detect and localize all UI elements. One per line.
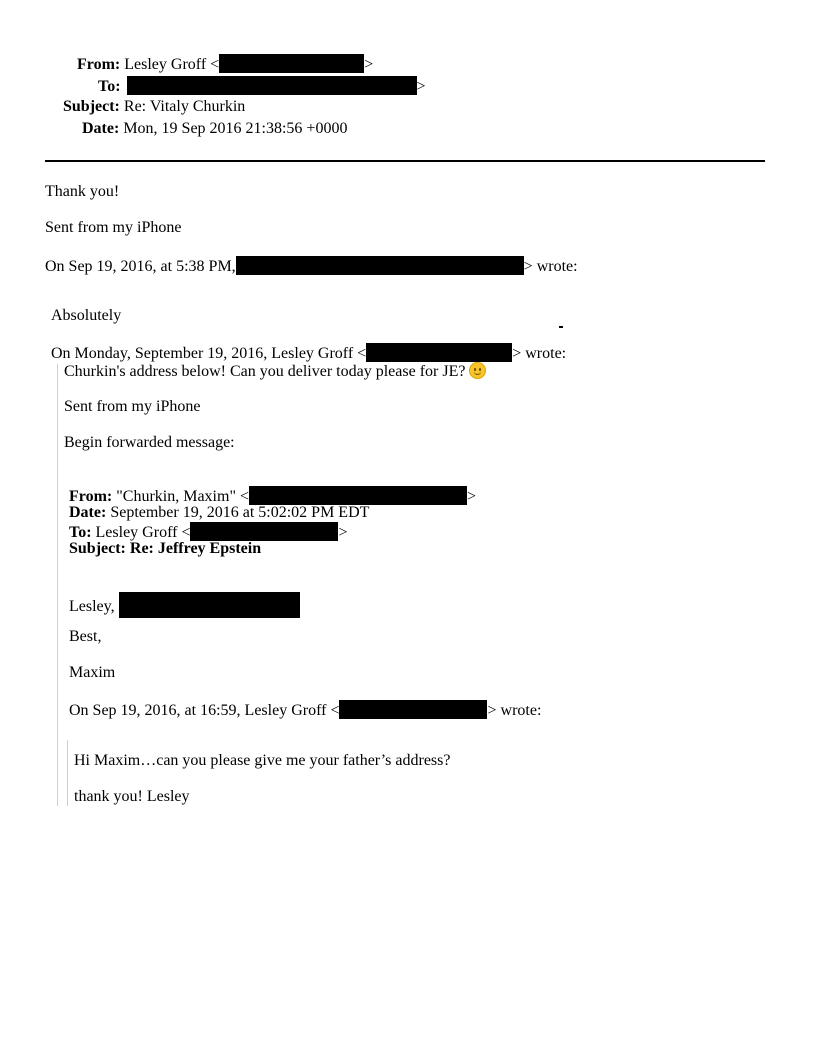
redaction-block xyxy=(219,54,364,73)
redaction-block xyxy=(119,592,300,618)
forwarded-subject xyxy=(69,540,261,558)
wrote-suffix: wrote: xyxy=(500,702,542,719)
quoted-line-forwarded: Begin forwarded message: xyxy=(64,434,235,451)
wrote-prefix: On Sep 19, 2016, at 16:59, Lesley Groff xyxy=(69,702,327,719)
wrote-suffix: wrote: xyxy=(536,258,578,275)
date-label: Date: xyxy=(82,120,120,137)
date-label: Date: xyxy=(69,504,107,521)
maxim-name: Maxim xyxy=(69,664,116,681)
reply-absolutely: Absolutely xyxy=(51,307,122,324)
subject-label: Subject: xyxy=(69,540,126,557)
header-to: To: > xyxy=(98,78,426,95)
from-label: From: xyxy=(77,56,121,73)
header-divider xyxy=(45,160,765,162)
to-value: Lesley Groff xyxy=(95,524,178,541)
greeting-text: Lesley, xyxy=(69,598,115,615)
body-line-thank-you: Thank you! xyxy=(45,183,120,200)
date-value: Mon, 19 Sep 2016 21:38:56 +0000 xyxy=(123,120,348,137)
subject-label: Subject: xyxy=(63,98,120,115)
reply-wrote-line: On Monday, September 19, 2016, Lesley Groff < > wrote: xyxy=(51,345,567,362)
to-label: To: xyxy=(98,78,121,95)
forwarded-from: From: "Churkin, Maxim" < > xyxy=(69,488,477,505)
body-wrote-line: On Sep 19, 2016, at 5:38 PM, > wrote: xyxy=(45,258,578,275)
header-from: From: Lesley Groff < > xyxy=(77,56,374,73)
lesley-question: Hi Maxim…can you please give me your father’s address? xyxy=(74,752,451,769)
quote-bar-outer xyxy=(57,364,58,806)
subject-value: Re: Jeffrey Epstein xyxy=(129,540,262,557)
maxim-greeting xyxy=(69,592,300,618)
from-value: "Churkin, Maxim" xyxy=(116,488,236,505)
redaction-block xyxy=(236,256,524,275)
redaction-block xyxy=(366,343,512,362)
quoted-line-signature: Sent from my iPhone xyxy=(64,398,201,415)
wrote-prefix: On Monday, September 19, 2016, Lesley Groff xyxy=(51,345,354,362)
redaction-block xyxy=(190,522,338,541)
date-value: September 19, 2016 at 5:02:02 PM EDT xyxy=(110,504,370,521)
smiley-emoji-icon xyxy=(469,362,486,379)
maxim-closing: Best, xyxy=(69,628,102,645)
from-label: From: xyxy=(69,488,113,505)
stray-dash-mark xyxy=(559,326,563,328)
body-line-signature: Sent from my iPhone xyxy=(45,219,182,236)
lesley-thanks: thank you! Lesley xyxy=(74,788,190,805)
forwarded-date xyxy=(69,504,369,522)
to-label: To: xyxy=(69,524,92,541)
header-subject xyxy=(63,98,245,116)
forwarded-to: To: Lesley Groff < > xyxy=(69,524,348,541)
header-date xyxy=(82,120,347,138)
from-name: Lesley Groff xyxy=(124,56,207,73)
wrote-suffix: wrote: xyxy=(525,345,567,362)
maxim-wrote-line: On Sep 19, 2016, at 16:59, Lesley Groff < > wrote: xyxy=(69,702,542,719)
redaction-block xyxy=(127,76,417,95)
redaction-block xyxy=(249,486,467,505)
quoted-text: Churkin's address below! Can you deliver today please for JE? xyxy=(64,363,466,380)
redaction-block xyxy=(339,700,487,719)
subject-value: Re: Vitaly Churkin xyxy=(123,98,246,115)
quoted-line-address xyxy=(64,362,486,381)
quote-bar-inner xyxy=(67,740,68,806)
wrote-prefix: On Sep 19, 2016, at 5:38 PM, xyxy=(45,258,236,275)
